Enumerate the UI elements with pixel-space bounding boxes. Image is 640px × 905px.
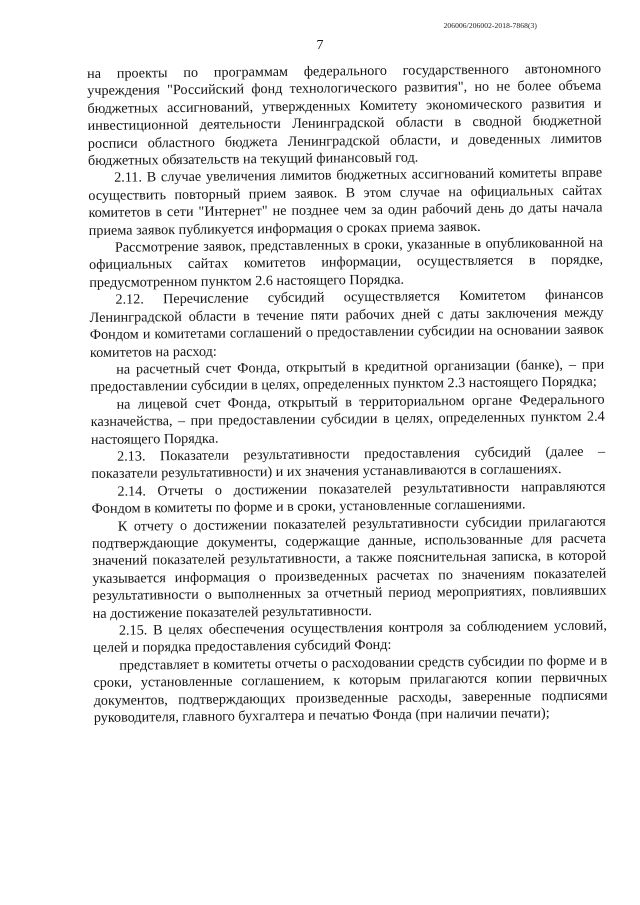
paragraph: К отчету о достижении показателей результативности субсидии прилагаются подтверждающие документы, содержащие данные, использованные для расчета значений показателей результативности, а также пояснительная записка, в которой указывается информация о произведенных расчетах по значениям показателей результативности о выполненных за отчетный период мероприятиях, повлиявших на достижение показателей результативности.	[91, 513, 607, 622]
paragraph: 2.12. Перечисление субсидий осуществляется Комитетом финансов Ленинградской области в течение пяти рабочих дней с даты заключения между Фондом и комитетами соглашений о предоставлении субсидии на основании заявок комитетов на расход:	[89, 286, 604, 361]
paragraph: 2.14. Отчеты о достижении показателей результативности направляются Фондом в комитеты по форме и в сроки, установленные соглашениями.	[91, 478, 606, 518]
document-body	[87, 61, 608, 728]
page-number: 7	[316, 38, 324, 53]
paragraph: Рассмотрение заявок, представленных в сроки, указанные в опубликованной на официальных сайтах комитетов информации, осуществляется в порядке, предусмотренном пунктом 2.6 настоящего Порядка.	[89, 234, 604, 291]
paragraph: 2.15. В целях обеспечения осуществления контроля за соблюдением условий, целей и порядка предоставления субсидий Фонд:	[93, 617, 607, 657]
paragraph: на лицевой счет Фонда, открытый в территориальном органе Федерального казначейства, – при предоставлении субсидии в целях, определенных пунктом 2.4 настоящего Порядка.	[90, 391, 605, 448]
paragraph: на проекты по программам федерального государственного автономного учреждения "Российский фонд технологического развития", но не более объема бюджетных ассигнований, утвержденных Комитету экономического развития и инвестиционной деятельности Ленинградской области в сводной бюджетной росписи областного бюджета Ленинградской области, и доведенных лимитов бюджетных обязательств на текущий финансовый год.	[87, 60, 602, 170]
paragraph: на расчетный счет Фонда, открытый в кредитной организации (банке), – при предоставлении субсидии в целях, определенных пунктом 2.3 настоящего Порядка;	[90, 356, 605, 396]
paragraph: представляет в комитеты отчеты о расходовании средств субсидии по форме и в сроки, установленные соглашением, к которым прилагаются копии первичных документов, подтверждающих произведенные расходы, заверенные подписями руководителя, главного бухгалтера и печатью Фонда (при наличии печати);	[93, 652, 608, 726]
paragraph: 2.11. В случае увеличения лимитов бюджетных ассигнований комитеты вправе осуществить повторный прием заявок. В этом случае на официальных сайтах комитетов в сети "Интернет" не позднее чем за один рабочий день до даты начала приема заявок публикуется информация о сроках приема заявок.	[88, 165, 603, 239]
document-registration-code: 206006/206002-2018-7868(3)	[443, 21, 537, 30]
paragraph: 2.13. Показатели результативности предоставления субсидий (далее – показатели результативности) и их значения устанавливаются в соглашениях.	[91, 443, 606, 483]
